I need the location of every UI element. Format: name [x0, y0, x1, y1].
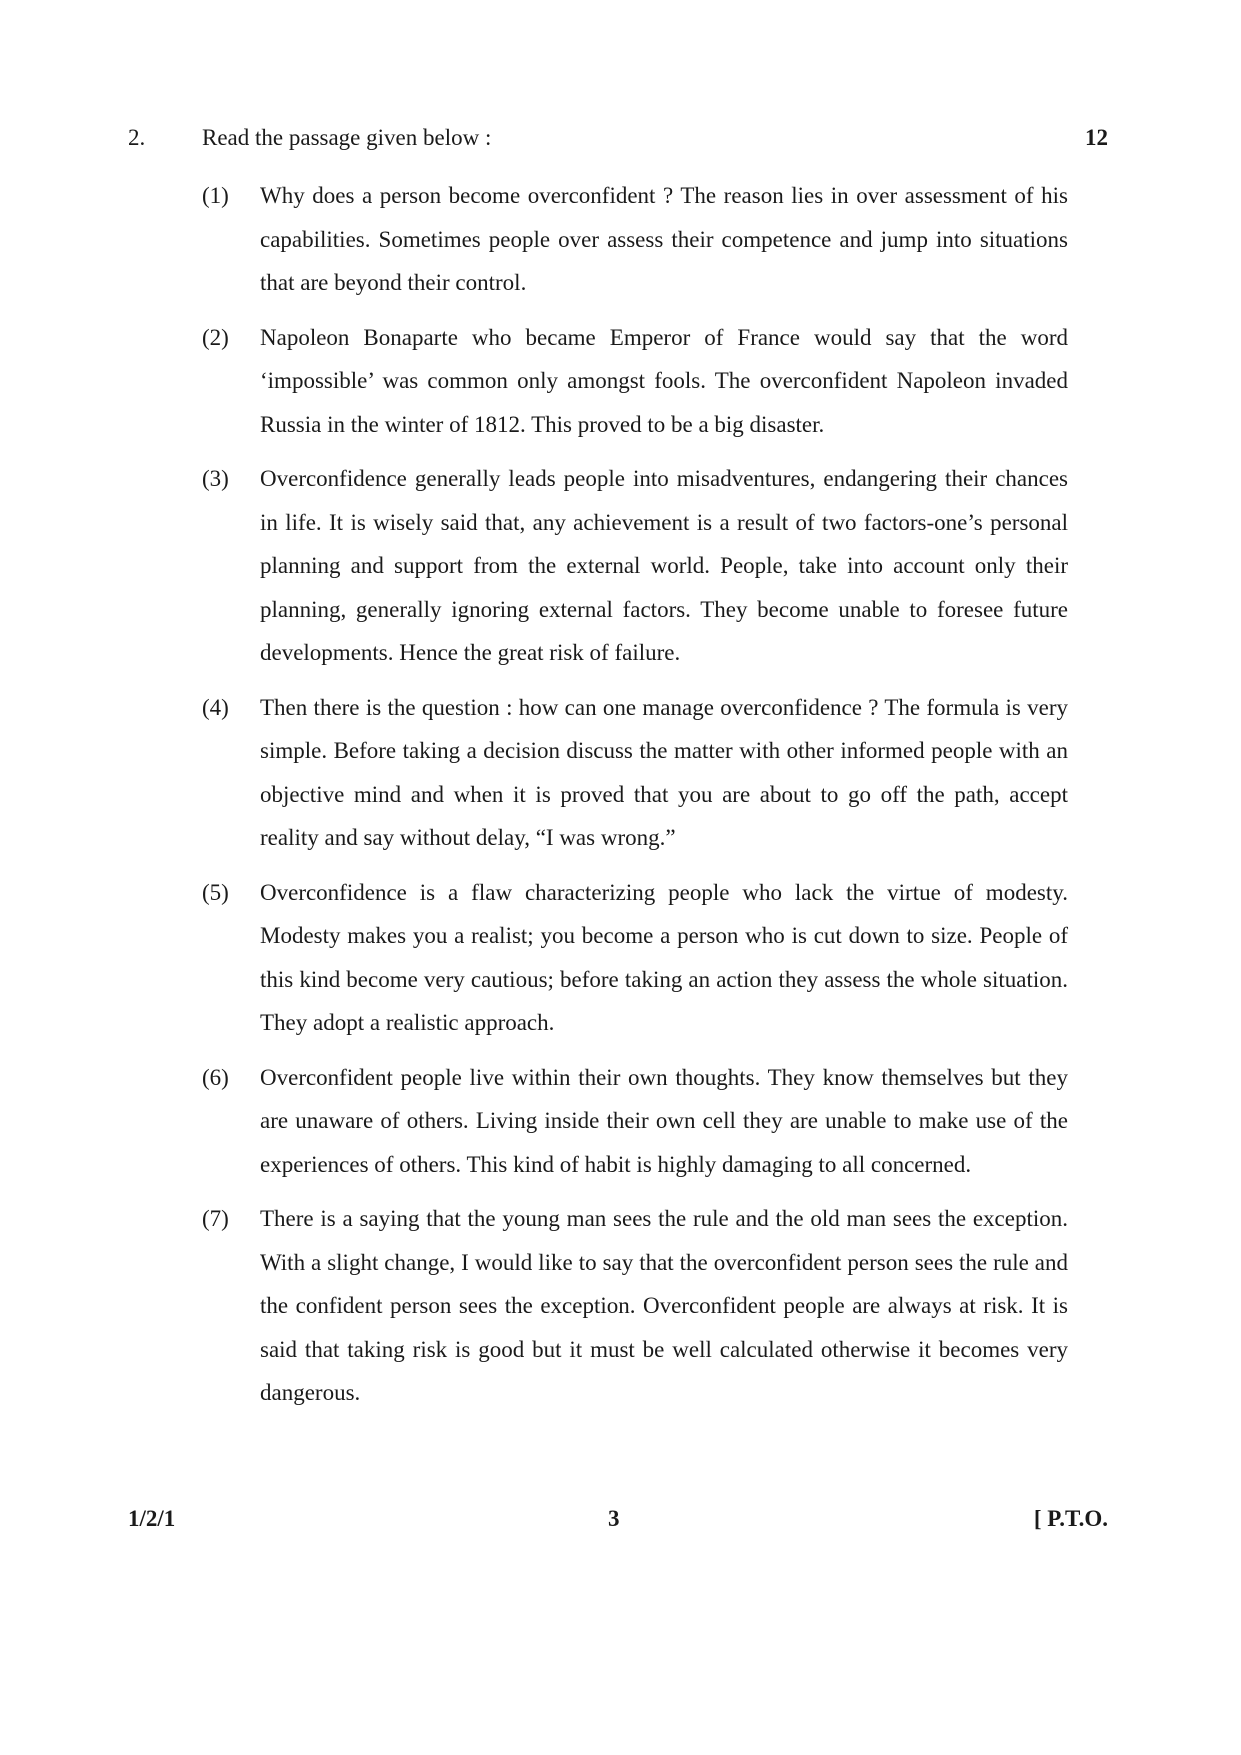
passage-paragraph-7: [202, 1197, 1068, 1415]
paragraph-text: Overconfidence generally leads people into misadventures, endangering their chances in life. It is wisely said that, any achievement is a result of two factors-one’s personal planning and support from the external world. People, take into account only their planning, generally ignoring external factors. They become unable to foresee future developments. Hence the great risk of failure.: [260, 466, 1068, 665]
passage-paragraph-2: [202, 316, 1068, 447]
passage-paragraph-4: [202, 686, 1068, 860]
paragraph-text: Why does a person become overconfident ? The reason lies in over assessment of his capabilities. Sometimes people over assess their competence and jump into situations that are beyond their control.: [260, 183, 1068, 295]
page-number: 3: [608, 1506, 620, 1531]
question-instruction: Read the passage given below :: [202, 125, 492, 150]
passage: [202, 174, 1068, 1426]
paragraph-text: Then there is the question : how can one manage overconfidence ? The formula is very simple. Before taking a decision discuss the matter with other informed people with an objective mind and when it is proved that you are about to go off the path, accept reality and say without delay, “I was wrong.”: [260, 694, 1068, 850]
passage-paragraph-6: [202, 1056, 1068, 1187]
paragraph-number: (4): [202, 694, 229, 720]
paragraph-text: Overconfidence is a flaw characterizing people who lack the virtue of modesty. Modesty makes you a realist; you become a person who is cut down to size. People of this kind become very cautious; before taking an action they assess the whole situation. They adopt a realistic approach.: [260, 879, 1068, 1035]
question-number: 2.: [128, 125, 146, 150]
passage-paragraph-3: [202, 457, 1068, 675]
paragraph-number: (7): [202, 1206, 229, 1231]
paragraph-number: (1): [202, 183, 229, 208]
paragraph-text: There is a saying that the young man sees the rule and the old man sees the exception. With a slight change, I would like to say that the overconfident person sees the rule and the confident person sees the exception. Overconfident people are always at risk. It is said that taking risk is good but it must be well calculated otherwise it becomes very dangerous.: [260, 1206, 1068, 1405]
paragraph-text: Overconfident people live within their own thoughts. They know themselves but they are unaware of others. Living inside their own cell they are unable to make use of the experiences of others. This kind of habit is highly damaging to all concerned.: [260, 1064, 1068, 1177]
question-marks: 12: [1085, 125, 1108, 150]
page-footer: [128, 1503, 1108, 1535]
paragraph-number: (6): [202, 1064, 229, 1090]
paper-code: 1/2/1: [128, 1506, 176, 1531]
paragraph-number: (3): [202, 466, 229, 491]
passage-paragraph-1: [202, 174, 1068, 305]
paragraph-text: Napoleon Bonaparte who became Emperor of France would say that the word ‘impossible’ was common only amongst fools. The overconfident Napoleon invaded Russia in the winter of 1812. This proved to be a big disaster.: [260, 324, 1068, 437]
paragraph-number: (2): [202, 324, 229, 350]
question-header: [128, 122, 1108, 154]
please-turn-over: [ P.T.O.: [1033, 1506, 1108, 1531]
passage-paragraph-5: [202, 871, 1068, 1045]
paragraph-number: (5): [202, 879, 229, 905]
